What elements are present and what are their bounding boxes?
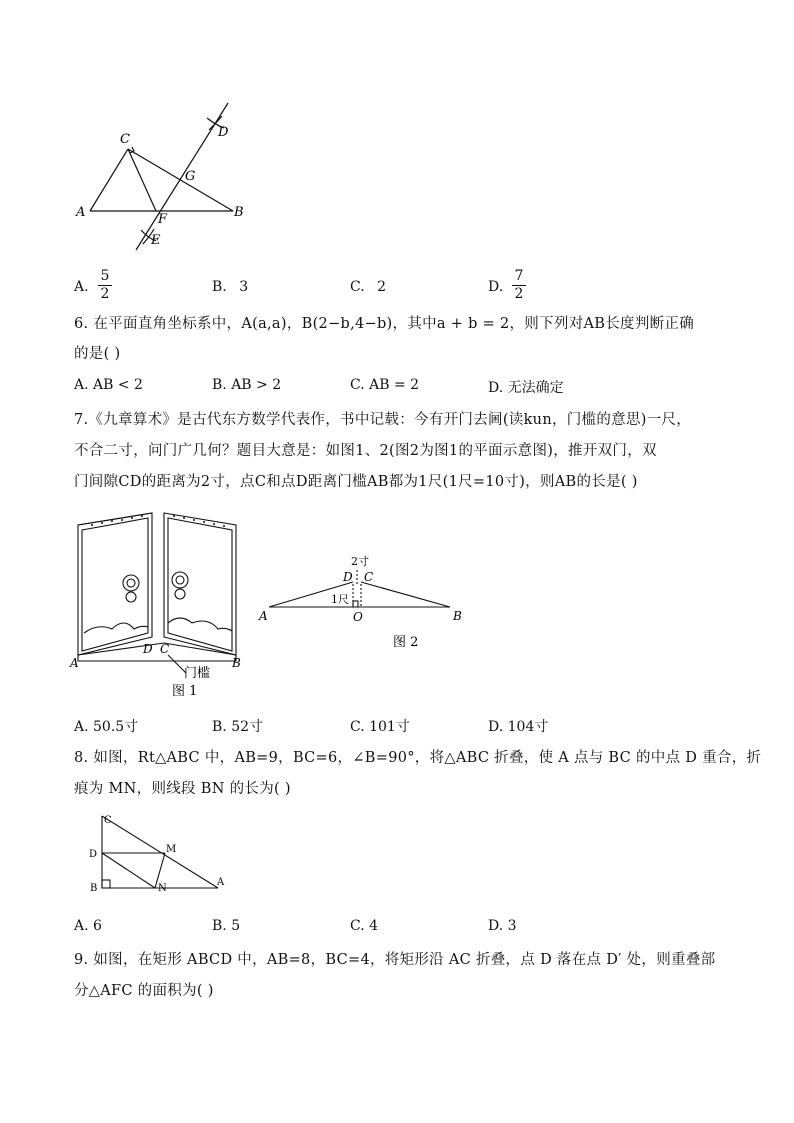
q8-label-n: N	[158, 883, 167, 894]
q7-option-a[interactable]: A. 50.5寸	[74, 719, 139, 735]
q9-stem-line1: 9. 如图，在矩形 ABCD 中，AB=8，BC=4，将矩形沿 AC 折叠，点 D 落在点 D′ 处，则重叠部	[74, 952, 716, 968]
q6-option-b[interactable]: B. AB > 2	[212, 377, 282, 393]
fig2-label-d: D	[343, 570, 353, 584]
door-figure-1	[68, 505, 258, 705]
fig1-label-c: C	[160, 642, 170, 656]
fig2-label-b: B	[453, 609, 462, 623]
fig1-sill-label: 门槛	[184, 666, 211, 681]
label-g: G	[185, 169, 196, 184]
label-f: F	[158, 212, 168, 227]
option-value: 2	[377, 279, 387, 295]
q8-option-c[interactable]: C. 4	[350, 918, 379, 934]
q6-option-d[interactable]: D. 无法确定	[488, 380, 564, 396]
q8-options	[74, 918, 734, 940]
fraction-denominator: 2	[98, 285, 112, 302]
q8-label-a: A	[217, 877, 225, 888]
q8-option-a[interactable]: A. 6	[74, 918, 102, 934]
fig2-label-a: A	[259, 609, 268, 623]
q6-option-c[interactable]: C. AB = 2	[350, 377, 420, 393]
fraction-numerator: 5	[100, 268, 110, 284]
q5-option-d[interactable]	[488, 279, 503, 295]
q7-options	[74, 716, 734, 738]
q7-stem-line1: 7.《九章算术》是古代东方数学代表作，书中记载：今有开门去阃(读kun，门槛的意思)一尺，	[74, 412, 692, 428]
q9-stem-line2: 分△AFC 的面积为( )	[74, 983, 214, 999]
q7-stem-line3: 门间隙CD的距离为2寸，点C和点D距离门槛AB都为1尺(1尺=10寸)，则AB的长是( )	[74, 474, 638, 490]
q8-label-c: C	[104, 815, 112, 826]
fig1-label-b: B	[232, 656, 241, 670]
q7-option-d[interactable]: D. 104寸	[488, 719, 549, 735]
fig1-label-d: D	[143, 642, 153, 656]
q5-options	[74, 270, 734, 306]
geometry-figure-q5	[70, 100, 250, 255]
q8-label-d: D	[89, 849, 98, 860]
label-b: B	[234, 205, 244, 220]
fig1-caption: 图 1	[172, 684, 198, 699]
label-c: C	[120, 132, 130, 147]
fig1-label-a: A	[70, 656, 79, 670]
option-value: 3	[239, 279, 249, 295]
q5-option-c[interactable]	[350, 279, 386, 295]
q8-option-d[interactable]: D. 3	[488, 918, 517, 934]
option-letter: A.	[74, 279, 89, 295]
fraction-denominator: 2	[512, 285, 526, 302]
door-figure-2	[255, 550, 470, 650]
q6-option-a[interactable]: A. AB < 2	[74, 377, 143, 393]
q5-option-d-fraction	[512, 268, 526, 302]
fraction-numerator: 7	[514, 268, 524, 284]
q8-label-b: B	[90, 883, 98, 894]
q8-stem-line1: 8. 如图，Rt△ABC 中，AB=9，BC=6，∠B=90°，将△ABC 折叠，使 A 点与 BC 的中点 D 重合，折	[74, 750, 762, 766]
q5-option-a[interactable]	[74, 279, 89, 295]
fig2-label-c: C	[364, 570, 374, 584]
q8-option-b[interactable]: B. 5	[212, 918, 241, 934]
q8-stem-line2: 痕为 MN，则线段 BN 的长为( )	[74, 781, 291, 797]
option-letter: B.	[212, 279, 227, 295]
fig2-label-o: O	[353, 610, 363, 624]
q5-option-b[interactable]	[212, 279, 248, 295]
q7-option-b[interactable]: B. 52寸	[212, 719, 264, 735]
q6-stem-line1: 6. 在平面直角坐标系中，A(a,a)，B(2−b,4−b)，其中a + b = 2，则下列对AB长度判断正确	[74, 316, 695, 332]
fig2-label-2cun: 2寸	[351, 555, 369, 568]
option-letter: C.	[350, 279, 365, 295]
label-a: A	[76, 205, 86, 220]
triangle-figure-q8	[86, 810, 236, 900]
q6-options	[74, 377, 734, 399]
q5-option-a-fraction	[98, 268, 112, 302]
fig2-caption: 图 2	[393, 635, 419, 650]
q8-label-m: M	[166, 844, 177, 855]
label-d: D	[218, 125, 229, 140]
fig2-label-1chi: 1尺	[331, 593, 349, 606]
q6-stem-line2: 的是( )	[74, 346, 121, 362]
option-letter: D.	[488, 279, 504, 295]
q7-option-c[interactable]: C. 101寸	[350, 719, 410, 735]
label-e: E	[151, 233, 161, 248]
q7-stem-line2: 不合二寸，问门广几何？题目大意是：如图1、2(图2为图1的平面示意图)，推开双门，双	[74, 443, 657, 459]
